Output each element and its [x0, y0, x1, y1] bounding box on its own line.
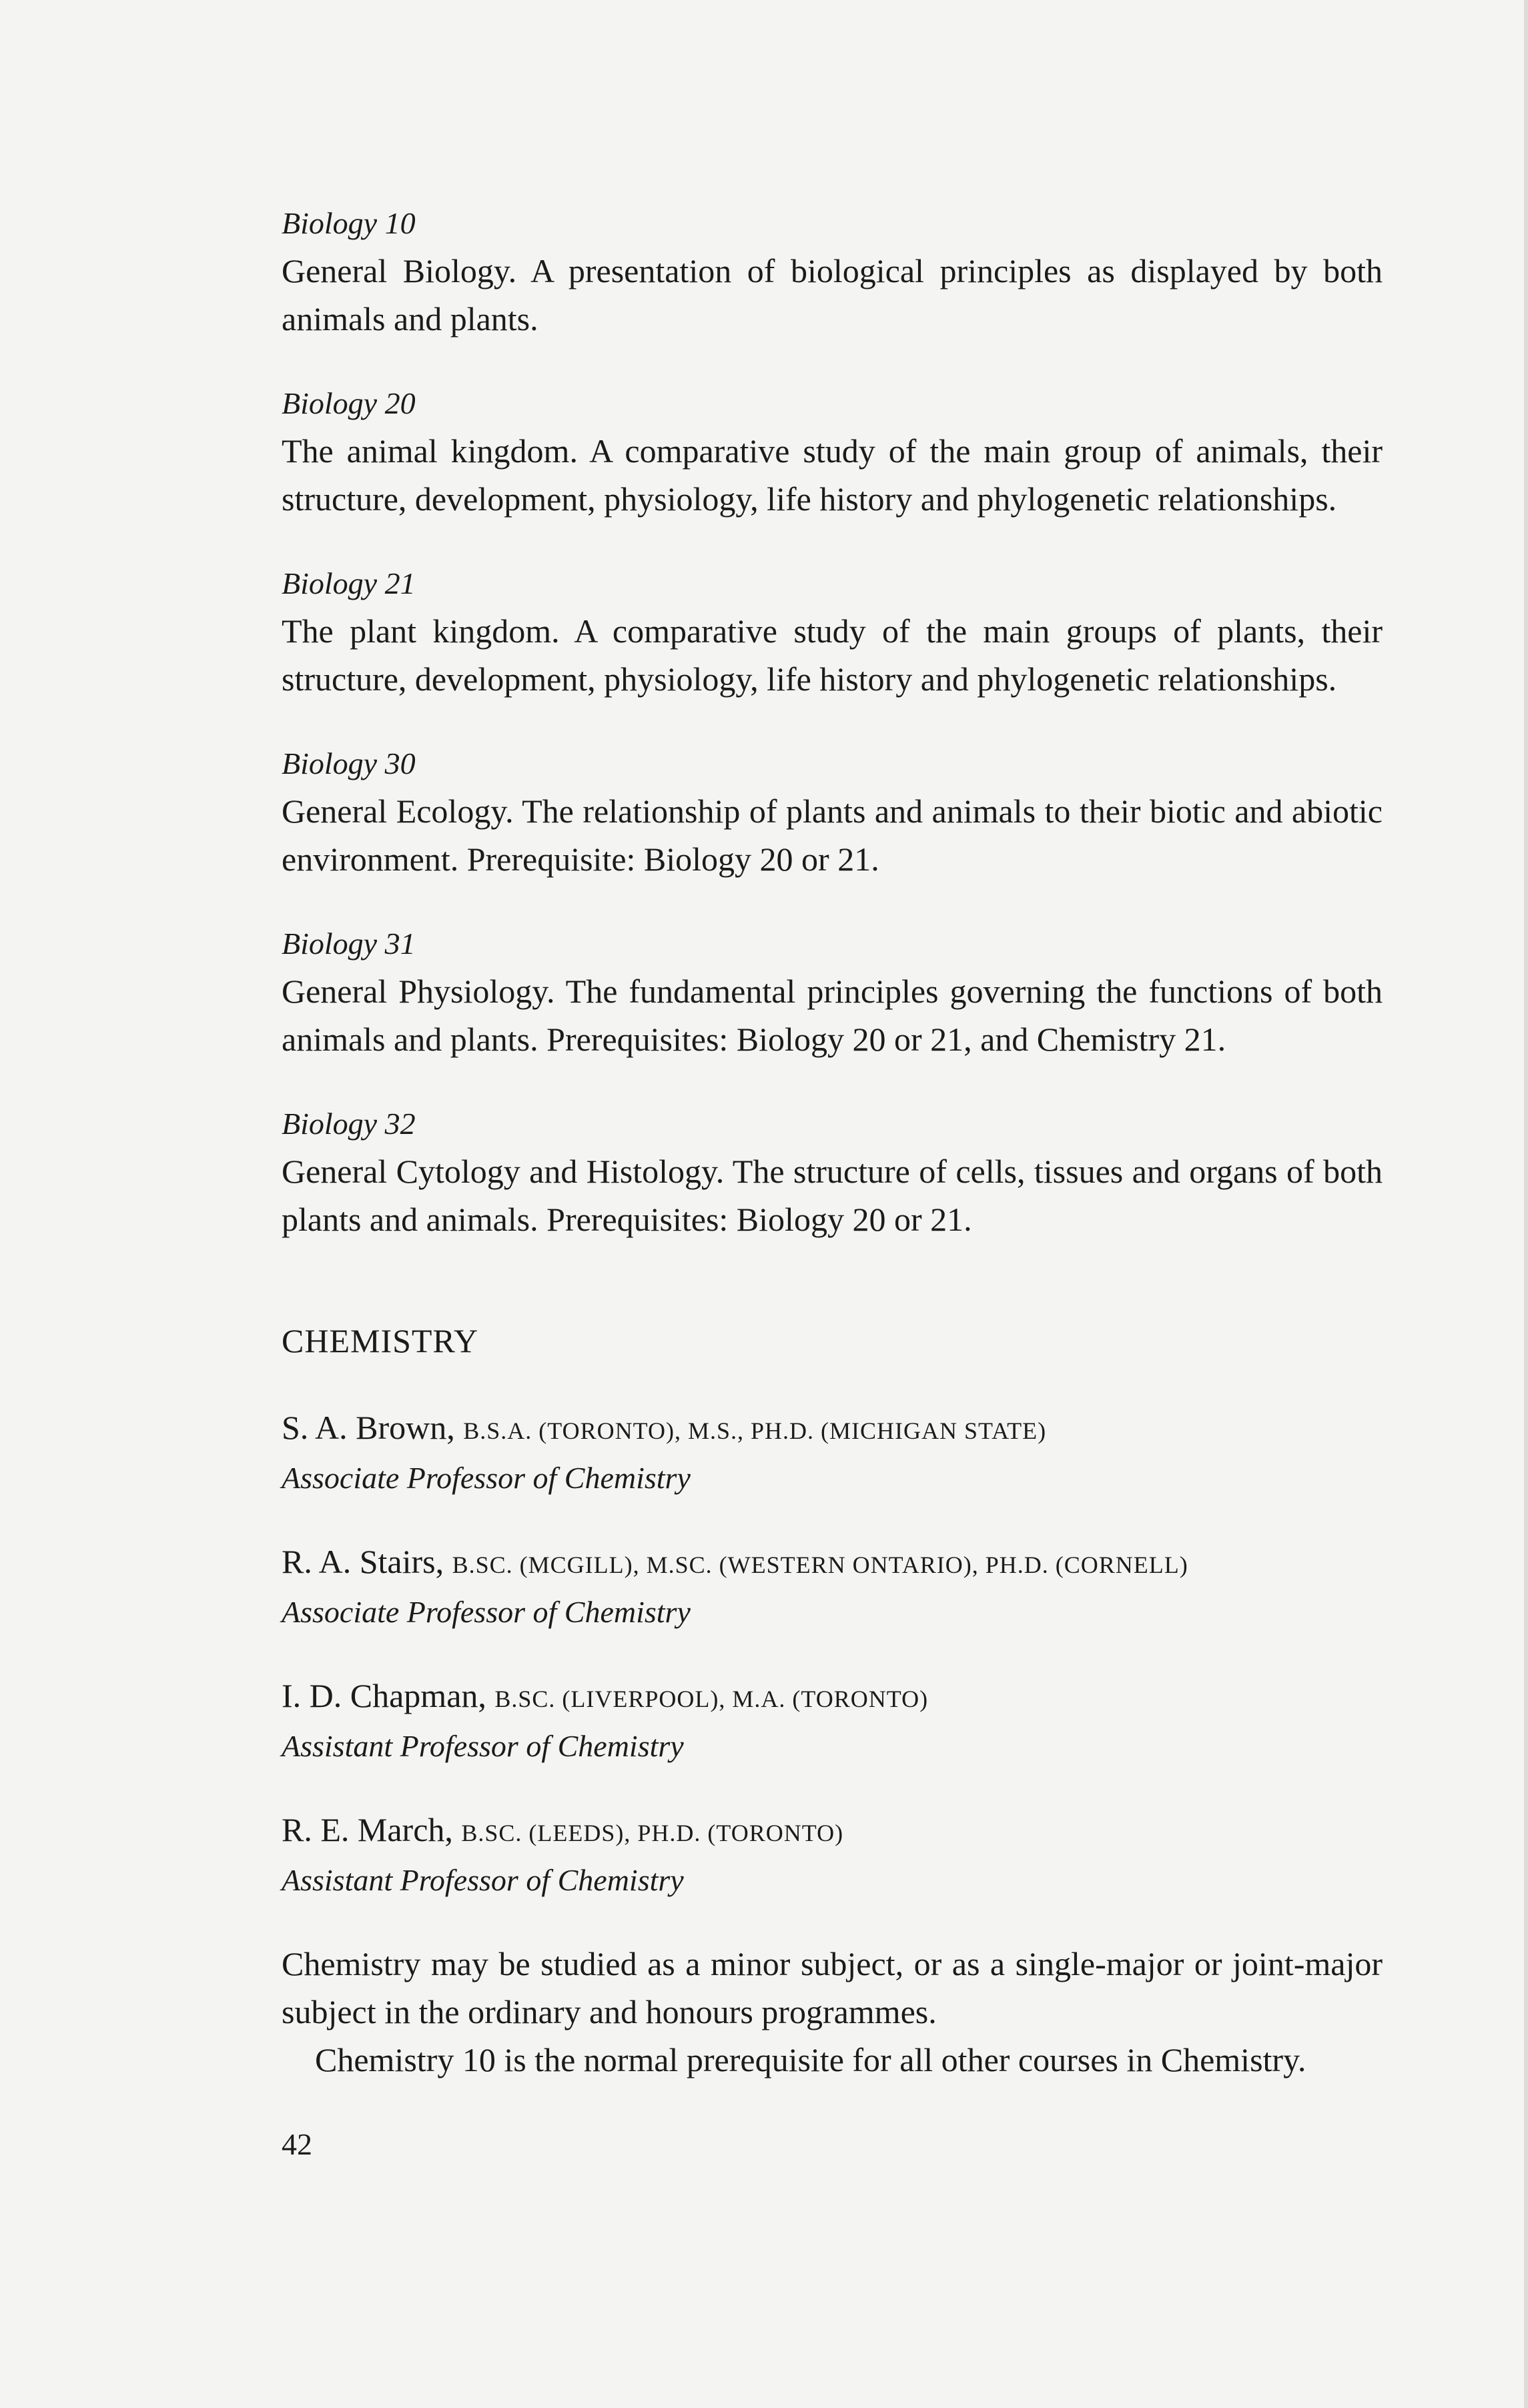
faculty-name-line	[282, 1538, 1383, 1589]
faculty-name-line	[282, 1403, 1383, 1455]
course-title: Biology 32	[282, 1107, 416, 1141]
page-edge	[1524, 0, 1528, 2408]
faculty-role: Assistant Professor of Chemistry	[282, 1863, 684, 1897]
course-description: General Cytology and Histology. The structure of cells, tissues and organs of both plants and animals. Prerequisites: Biology 20 or 21.	[282, 1153, 1383, 1238]
faculty-entry	[282, 1806, 1383, 1904]
faculty-name: R. E. March,	[282, 1811, 453, 1848]
course-description: The animal kingdom. A comparative study of the main group of animals, their structure, development, physiology, life history and phylogenetic relationships.	[282, 432, 1383, 518]
faculty-role: Associate Professor of Chemistry	[282, 1595, 691, 1629]
faculty-role: Assistant Professor of Chemistry	[282, 1729, 684, 1763]
course-biology-21	[282, 560, 1383, 703]
course-description: General Ecology. The relationship of plants and animals to their biotic and abiotic environment. Prerequisite: Biology 20 or 21.	[282, 792, 1383, 878]
chemistry-paragraph: Chemistry may be studied as a minor subject, or as a single-major or joint-major subject in the ordinary and honours programmes.	[282, 1945, 1383, 2030]
faculty-name: I. D. Chapman,	[282, 1677, 486, 1714]
course-description: The plant kingdom. A comparative study of the main groups of plants, their structure, development, physiology, life history and phylogenetic relationships.	[282, 612, 1383, 698]
faculty-entry	[282, 1538, 1383, 1636]
course-title: Biology 21	[282, 566, 416, 600]
course-title: Biology 20	[282, 386, 416, 420]
faculty-name: S. A. Brown,	[282, 1409, 455, 1446]
course-title: Biology 30	[282, 746, 416, 780]
course-biology-10	[282, 200, 1383, 343]
faculty-entry	[282, 1403, 1383, 1501]
faculty-degrees: B.SC. (MCGILL), M.SC. (WESTERN ONTARIO), PH.D. (CORNELL)	[452, 1552, 1188, 1578]
course-title: Biology 31	[282, 927, 416, 961]
faculty-entry	[282, 1672, 1383, 1770]
course-description: General Biology. A presentation of biological principles as displayed by both animals and plants.	[282, 252, 1383, 338]
faculty-degrees: B.S.A. (TORONTO), M.S., PH.D. (MICHIGAN STATE)	[463, 1417, 1047, 1444]
faculty-name-line	[282, 1806, 1383, 1857]
page-content	[282, 200, 1383, 2084]
faculty-role: Associate Professor of Chemistry	[282, 1461, 691, 1495]
course-biology-31	[282, 921, 1383, 1063]
course-title: Biology 10	[282, 206, 416, 240]
course-biology-20	[282, 380, 1383, 523]
course-biology-30	[282, 740, 1383, 883]
course-biology-32	[282, 1101, 1383, 1243]
faculty-name: R. A. Stairs,	[282, 1543, 444, 1580]
page-number: 42	[282, 2127, 312, 2161]
faculty-degrees: B.SC. (LEEDS), PH.D. (TORONTO)	[461, 1820, 844, 1846]
course-description: General Physiology. The fundamental principles governing the functions of both animals and plants. Prerequisites: Biology 20 or 21, and Chemistry 21.	[282, 973, 1383, 1058]
section-heading-chemistry: CHEMISTRY	[282, 1322, 479, 1359]
chemistry-paragraph: Chemistry 10 is the normal prerequisite for all other courses in Chemistry.	[315, 2041, 1306, 2078]
faculty-degrees: B.SC. (LIVERPOOL), M.A. (TORONTO)	[494, 1686, 929, 1712]
faculty-name-line	[282, 1672, 1383, 1723]
